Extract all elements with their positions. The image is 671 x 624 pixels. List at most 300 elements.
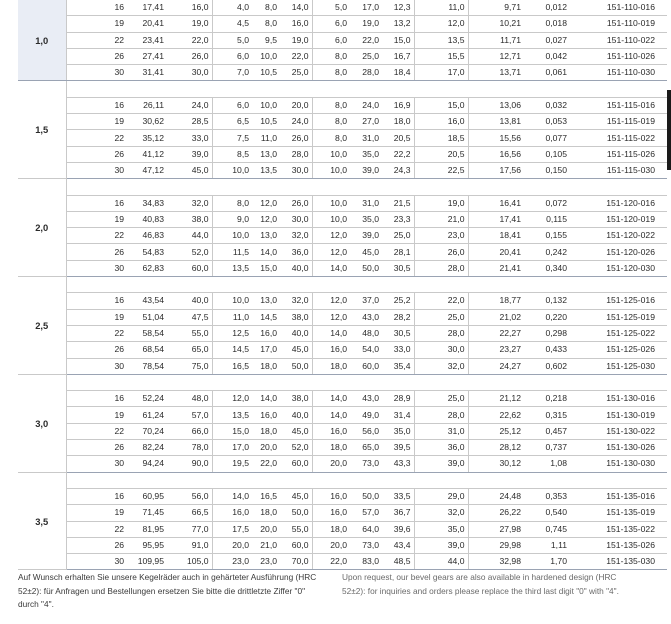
cell-dim-d: 18,0 [312, 440, 350, 456]
cell-dim-e: 60,0 [350, 358, 382, 374]
cell-dim-g: 25,0 [414, 309, 468, 325]
table-row [18, 244, 667, 260]
cell-dim-c: 30,0 [280, 162, 312, 178]
cell-dim-a: 23,0 [212, 554, 252, 570]
cell-weight: 0,105 [524, 146, 570, 162]
cell-dim-h: 13,71 [468, 65, 524, 81]
cell-dim-c: 14,0 [280, 0, 312, 16]
cell-tip-diameter: 109,95 [130, 554, 167, 570]
cell-teeth: 16 [66, 0, 130, 16]
spacer-cell [66, 374, 667, 390]
cell-weight: 0,433 [524, 342, 570, 358]
cell-dim-d: 12,0 [312, 228, 350, 244]
cell-tip-diameter: 46,83 [130, 228, 167, 244]
cell-dim-b: 10,5 [252, 65, 280, 81]
group-spacer-row [18, 277, 667, 293]
cell-dim-g: 29,0 [414, 488, 468, 504]
cell-dim-d: 16,0 [312, 423, 350, 439]
cell-dim-b: 17,0 [252, 342, 280, 358]
cell-dim-c: 40,0 [280, 260, 312, 276]
cell-dim-c: 38,0 [280, 309, 312, 325]
cell-weight: 0,155 [524, 228, 570, 244]
cell-dim-a: 17,0 [212, 440, 252, 456]
cell-article-number: 151-130-022 [570, 423, 667, 439]
table-row [18, 391, 667, 407]
cell-dim-c: 60,0 [280, 537, 312, 553]
cell-dim-c: 20,0 [280, 97, 312, 113]
cell-dim-e: 19,0 [350, 16, 382, 32]
cell-pitch-diameter: 40,0 [167, 293, 212, 309]
cell-tip-diameter: 71,45 [130, 505, 167, 521]
cell-dim-d: 16,0 [312, 342, 350, 358]
cell-dim-c: 52,0 [280, 440, 312, 456]
cell-tip-diameter: 31,41 [130, 65, 167, 81]
cell-dim-c: 40,0 [280, 325, 312, 341]
cell-dim-b: 14,0 [252, 244, 280, 260]
table-row [18, 0, 667, 16]
cell-dim-a: 10,0 [212, 162, 252, 178]
cell-teeth: 26 [66, 440, 130, 456]
cell-dim-f: 43,4 [382, 537, 414, 553]
cell-dim-h: 29,98 [468, 537, 524, 553]
cell-pitch-diameter: 28,5 [167, 114, 212, 130]
bevel-gear-table [18, 0, 667, 570]
cell-dim-g: 20,5 [414, 146, 468, 162]
cell-dim-g: 12,0 [414, 16, 468, 32]
cell-article-number: 151-115-026 [570, 146, 667, 162]
cell-article-number: 151-125-022 [570, 325, 667, 341]
cell-dim-a: 11,5 [212, 244, 252, 260]
cell-weight: 1,08 [524, 456, 570, 472]
table-row [18, 16, 667, 32]
cell-teeth: 26 [66, 342, 130, 358]
cell-dim-h: 21,12 [468, 391, 524, 407]
cell-pitch-diameter: 44,0 [167, 228, 212, 244]
cell-dim-d: 12,0 [312, 244, 350, 260]
cell-dim-b: 10,0 [252, 48, 280, 64]
cell-dim-a: 8,5 [212, 146, 252, 162]
cell-dim-g: 30,0 [414, 342, 468, 358]
cell-dim-c: 60,0 [280, 456, 312, 472]
cell-dim-c: 30,0 [280, 211, 312, 227]
cell-dim-d: 12,0 [312, 293, 350, 309]
cell-teeth: 16 [66, 391, 130, 407]
cell-teeth: 19 [66, 309, 130, 325]
cell-dim-h: 17,41 [468, 211, 524, 227]
cell-dim-a: 11,0 [212, 309, 252, 325]
cell-dim-d: 20,0 [312, 456, 350, 472]
cell-article-number: 151-130-019 [570, 407, 667, 423]
cell-article-number: 151-125-016 [570, 293, 667, 309]
cell-dim-e: 39,0 [350, 162, 382, 178]
cell-teeth: 19 [66, 505, 130, 521]
cell-weight: 0,150 [524, 162, 570, 178]
cell-dim-g: 13,5 [414, 32, 468, 48]
cell-dim-f: 28,9 [382, 391, 414, 407]
cell-dim-e: 45,0 [350, 244, 382, 260]
cell-dim-a: 4,0 [212, 0, 252, 16]
cell-dim-g: 22,0 [414, 293, 468, 309]
cell-dim-b: 22,0 [252, 456, 280, 472]
table-row [18, 309, 667, 325]
cell-weight: 0,012 [524, 0, 570, 16]
cell-dim-e: 73,0 [350, 537, 382, 553]
cell-dim-d: 12,0 [312, 309, 350, 325]
cell-teeth: 16 [66, 195, 130, 211]
cell-dim-c: 22,0 [280, 48, 312, 64]
cell-dim-g: 28,0 [414, 407, 468, 423]
cell-dim-e: 35,0 [350, 211, 382, 227]
cell-dim-d: 8,0 [312, 114, 350, 130]
cell-teeth: 30 [66, 65, 130, 81]
cell-teeth: 30 [66, 554, 130, 570]
table-row [18, 440, 667, 456]
cell-dim-h: 21,02 [468, 309, 524, 325]
cell-dim-a: 6,5 [212, 114, 252, 130]
cell-tip-diameter: 81,95 [130, 521, 167, 537]
cell-dim-f: 13,2 [382, 16, 414, 32]
cell-tip-diameter: 27,41 [130, 48, 167, 64]
cell-dim-a: 16,0 [212, 505, 252, 521]
cell-dim-a: 12,5 [212, 325, 252, 341]
group-spacer-row [18, 179, 667, 195]
cell-dim-g: 35,0 [414, 521, 468, 537]
cell-article-number: 151-130-030 [570, 456, 667, 472]
cell-dim-h: 11,71 [468, 32, 524, 48]
cell-article-number: 151-110-026 [570, 48, 667, 64]
cell-dim-f: 25,0 [382, 228, 414, 244]
cell-dim-h: 27,98 [468, 521, 524, 537]
module-cell: 2,5 [18, 277, 66, 375]
cell-dim-a: 13,5 [212, 407, 252, 423]
cell-dim-c: 26,0 [280, 195, 312, 211]
cell-weight: 0,061 [524, 65, 570, 81]
cell-weight: 0,032 [524, 97, 570, 113]
cell-dim-a: 15,0 [212, 423, 252, 439]
cell-dim-c: 55,0 [280, 521, 312, 537]
cell-dim-g: 28,0 [414, 260, 468, 276]
cell-dim-f: 23,3 [382, 211, 414, 227]
cell-dim-a: 6,0 [212, 97, 252, 113]
cell-pitch-diameter: 38,0 [167, 211, 212, 227]
module-cell: 1,5 [18, 81, 66, 179]
cell-dim-b: 10,0 [252, 97, 280, 113]
cell-teeth: 30 [66, 358, 130, 374]
cell-dim-e: 31,0 [350, 195, 382, 211]
cell-dim-b: 12,0 [252, 211, 280, 227]
cell-dim-b: 16,0 [252, 325, 280, 341]
cell-teeth: 16 [66, 488, 130, 504]
cell-dim-a: 14,0 [212, 488, 252, 504]
cell-dim-h: 30,12 [468, 456, 524, 472]
table-row [18, 293, 667, 309]
cell-article-number: 151-115-019 [570, 114, 667, 130]
cell-dim-b: 18,0 [252, 423, 280, 439]
spacer-cell [66, 179, 667, 195]
cell-weight: 0,042 [524, 48, 570, 64]
cell-dim-c: 45,0 [280, 488, 312, 504]
cell-teeth: 26 [66, 48, 130, 64]
table-row [18, 114, 667, 130]
cell-dim-e: 35,0 [350, 146, 382, 162]
table-row [18, 211, 667, 227]
cell-dim-b: 9,5 [252, 32, 280, 48]
cell-pitch-diameter: 66,0 [167, 423, 212, 439]
cell-tip-diameter: 34,83 [130, 195, 167, 211]
cell-dim-g: 21,0 [414, 211, 468, 227]
cell-dim-h: 24,48 [468, 488, 524, 504]
cell-dim-d: 14,0 [312, 325, 350, 341]
cell-pitch-diameter: 55,0 [167, 325, 212, 341]
cell-pitch-diameter: 48,0 [167, 391, 212, 407]
cell-tip-diameter: 62,83 [130, 260, 167, 276]
cell-dim-g: 17,0 [414, 65, 468, 81]
cell-weight: 0,218 [524, 391, 570, 407]
table-row [18, 32, 667, 48]
cell-article-number: 151-125-030 [570, 358, 667, 374]
cell-dim-g: 18,5 [414, 130, 468, 146]
cell-dim-f: 15,0 [382, 32, 414, 48]
cell-dim-d: 8,0 [312, 97, 350, 113]
cell-dim-d: 5,0 [312, 0, 350, 16]
cell-article-number: 151-135-026 [570, 537, 667, 553]
cell-dim-d: 8,0 [312, 48, 350, 64]
cell-dim-h: 17,56 [468, 162, 524, 178]
cell-dim-d: 14,0 [312, 260, 350, 276]
cell-article-number: 151-120-022 [570, 228, 667, 244]
cell-tip-diameter: 17,41 [130, 0, 167, 16]
cell-weight: 0,018 [524, 16, 570, 32]
cell-dim-b: 13,5 [252, 162, 280, 178]
table-row [18, 554, 667, 570]
cell-dim-d: 10,0 [312, 195, 350, 211]
cell-dim-g: 15,0 [414, 97, 468, 113]
cell-weight: 0,298 [524, 325, 570, 341]
cell-dim-c: 19,0 [280, 32, 312, 48]
cell-dim-b: 23,0 [252, 554, 280, 570]
cell-pitch-diameter: 16,0 [167, 0, 212, 16]
cell-teeth: 16 [66, 97, 130, 113]
cell-weight: 0,053 [524, 114, 570, 130]
cell-dim-d: 22,0 [312, 554, 350, 570]
cell-article-number: 151-130-026 [570, 440, 667, 456]
cell-dim-f: 22,2 [382, 146, 414, 162]
cell-teeth: 30 [66, 456, 130, 472]
cell-dim-h: 15,56 [468, 130, 524, 146]
table-row [18, 407, 667, 423]
cell-teeth: 22 [66, 32, 130, 48]
cell-dim-a: 10,0 [212, 293, 252, 309]
cell-dim-c: 24,0 [280, 114, 312, 130]
cell-dim-b: 13,0 [252, 228, 280, 244]
cell-dim-f: 12,3 [382, 0, 414, 16]
cell-dim-b: 16,5 [252, 488, 280, 504]
cell-dim-e: 43,0 [350, 391, 382, 407]
table-row [18, 358, 667, 374]
cell-dim-c: 38,0 [280, 391, 312, 407]
cell-dim-h: 16,41 [468, 195, 524, 211]
table-row [18, 162, 667, 178]
cell-dim-h: 26,22 [468, 505, 524, 521]
cell-dim-g: 39,0 [414, 456, 468, 472]
cell-dim-h: 21,41 [468, 260, 524, 276]
table-row [18, 65, 667, 81]
cell-teeth: 19 [66, 114, 130, 130]
cell-dim-g: 22,5 [414, 162, 468, 178]
cell-pitch-diameter: 91,0 [167, 537, 212, 553]
table-row [18, 325, 667, 341]
cell-dim-d: 10,0 [312, 211, 350, 227]
table-row [18, 456, 667, 472]
cell-dim-a: 20,0 [212, 537, 252, 553]
cell-weight: 0,115 [524, 211, 570, 227]
cell-dim-f: 16,7 [382, 48, 414, 64]
cell-tip-diameter: 51,04 [130, 309, 167, 325]
cell-pitch-diameter: 52,0 [167, 244, 212, 260]
cell-dim-g: 11,0 [414, 0, 468, 16]
cell-weight: 1,11 [524, 537, 570, 553]
cell-dim-d: 18,0 [312, 521, 350, 537]
cell-dim-c: 28,0 [280, 146, 312, 162]
cell-dim-g: 31,0 [414, 423, 468, 439]
cell-dim-a: 9,0 [212, 211, 252, 227]
cell-pitch-diameter: 45,0 [167, 162, 212, 178]
table-row [18, 423, 667, 439]
cell-dim-f: 35,0 [382, 423, 414, 439]
cell-pitch-diameter: 90,0 [167, 456, 212, 472]
cell-dim-e: 54,0 [350, 342, 382, 358]
cell-dim-c: 25,0 [280, 65, 312, 81]
cell-dim-c: 45,0 [280, 342, 312, 358]
cell-dim-h: 13,06 [468, 97, 524, 113]
spacer-cell [66, 81, 667, 97]
cell-dim-b: 18,0 [252, 505, 280, 521]
cell-dim-g: 25,0 [414, 391, 468, 407]
cell-dim-d: 14,0 [312, 407, 350, 423]
cell-article-number: 151-125-026 [570, 342, 667, 358]
cell-article-number: 151-120-030 [570, 260, 667, 276]
cell-dim-g: 26,0 [414, 244, 468, 260]
cell-dim-b: 13,0 [252, 146, 280, 162]
cell-pitch-diameter: 66,5 [167, 505, 212, 521]
cell-dim-a: 10,0 [212, 228, 252, 244]
cell-tip-diameter: 35,12 [130, 130, 167, 146]
cell-article-number: 151-120-016 [570, 195, 667, 211]
cell-tip-diameter: 43,54 [130, 293, 167, 309]
cell-tip-diameter: 23,41 [130, 32, 167, 48]
cell-dim-g: 32,0 [414, 358, 468, 374]
cell-dim-f: 18,0 [382, 114, 414, 130]
cell-dim-d: 6,0 [312, 32, 350, 48]
cell-dim-e: 24,0 [350, 97, 382, 113]
cell-teeth: 19 [66, 16, 130, 32]
table-row [18, 195, 667, 211]
cell-dim-h: 12,71 [468, 48, 524, 64]
cell-dim-a: 12,0 [212, 391, 252, 407]
cell-pitch-diameter: 24,0 [167, 97, 212, 113]
cell-dim-g: 23,0 [414, 228, 468, 244]
cell-dim-b: 8,0 [252, 16, 280, 32]
cell-pitch-diameter: 57,0 [167, 407, 212, 423]
cell-dim-h: 9,71 [468, 0, 524, 16]
cell-dim-e: 65,0 [350, 440, 382, 456]
spacer-cell [66, 472, 667, 488]
table-row [18, 488, 667, 504]
cell-teeth: 22 [66, 521, 130, 537]
cell-article-number: 151-135-019 [570, 505, 667, 521]
cell-teeth: 19 [66, 407, 130, 423]
cell-article-number: 151-115-022 [570, 130, 667, 146]
cell-dim-e: 22,0 [350, 32, 382, 48]
cell-weight: 0,540 [524, 505, 570, 521]
cell-weight: 1,70 [524, 554, 570, 570]
cell-dim-a: 6,0 [212, 48, 252, 64]
cell-dim-b: 14,0 [252, 391, 280, 407]
cell-dim-e: 57,0 [350, 505, 382, 521]
cell-tip-diameter: 60,95 [130, 488, 167, 504]
cell-dim-e: 43,0 [350, 309, 382, 325]
cell-weight: 0,132 [524, 293, 570, 309]
cell-pitch-diameter: 26,0 [167, 48, 212, 64]
cell-dim-h: 25,12 [468, 423, 524, 439]
cell-dim-b: 10,5 [252, 114, 280, 130]
cell-tip-diameter: 26,11 [130, 97, 167, 113]
cell-dim-a: 16,5 [212, 358, 252, 374]
cell-dim-e: 31,0 [350, 130, 382, 146]
cell-dim-g: 44,0 [414, 554, 468, 570]
cell-dim-e: 56,0 [350, 423, 382, 439]
cell-pitch-diameter: 39,0 [167, 146, 212, 162]
cell-pitch-diameter: 75,0 [167, 358, 212, 374]
cell-dim-f: 21,5 [382, 195, 414, 211]
cell-weight: 0,457 [524, 423, 570, 439]
cell-dim-b: 11,0 [252, 130, 280, 146]
cell-dim-h: 13,81 [468, 114, 524, 130]
cell-dim-f: 30,5 [382, 325, 414, 341]
cell-dim-h: 10,21 [468, 16, 524, 32]
table-body [18, 0, 667, 570]
cell-dim-h: 23,27 [468, 342, 524, 358]
cell-dim-f: 43,3 [382, 456, 414, 472]
cell-dim-h: 18,77 [468, 293, 524, 309]
cell-teeth: 22 [66, 423, 130, 439]
cell-dim-e: 83,0 [350, 554, 382, 570]
cell-dim-f: 36,7 [382, 505, 414, 521]
table-row [18, 130, 667, 146]
module-cell: 3,0 [18, 374, 66, 472]
cell-dim-a: 7,0 [212, 65, 252, 81]
cell-dim-h: 28,12 [468, 440, 524, 456]
cell-dim-e: 48,0 [350, 325, 382, 341]
cell-dim-d: 16,0 [312, 488, 350, 504]
cell-dim-e: 50,0 [350, 260, 382, 276]
cell-dim-f: 25,2 [382, 293, 414, 309]
cell-teeth: 19 [66, 211, 130, 227]
cell-tip-diameter: 78,54 [130, 358, 167, 374]
cell-article-number: 151-115-016 [570, 97, 667, 113]
cell-dim-f: 33,5 [382, 488, 414, 504]
table-row [18, 537, 667, 553]
cell-dim-f: 48,5 [382, 554, 414, 570]
cell-dim-e: 50,0 [350, 488, 382, 504]
cell-dim-f: 35,4 [382, 358, 414, 374]
cell-tip-diameter: 70,24 [130, 423, 167, 439]
cell-tip-diameter: 41,12 [130, 146, 167, 162]
cell-pitch-diameter: 19,0 [167, 16, 212, 32]
cell-dim-e: 17,0 [350, 0, 382, 16]
cell-dim-c: 36,0 [280, 244, 312, 260]
cell-weight: 0,027 [524, 32, 570, 48]
